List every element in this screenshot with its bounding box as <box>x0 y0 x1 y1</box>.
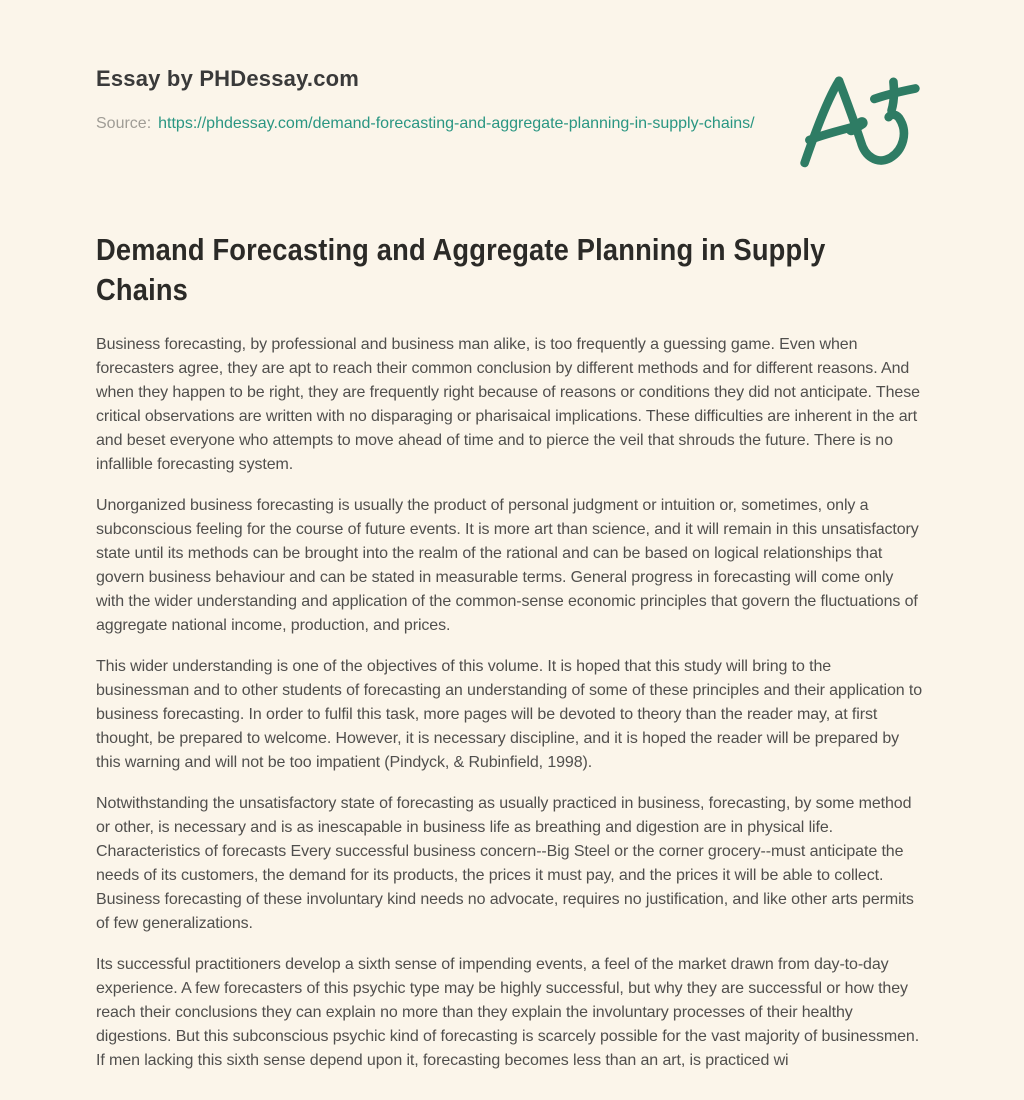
logo-plus-horizontal <box>874 88 915 99</box>
essay-body <box>96 333 924 1073</box>
essay-paragraph: Its successful practitioners develop a sixth sense of impending events, a feel of the market drawn from day-to-day experience. A few forecasters of this psychic type may be highly successful, but why they are successful or how they reach their conclusions they can explain no more than they explain the involuntary processes of their healthy digestions. But this subconscious psychic kind of forecasting is scarcely possible for the vast majority of businessmen. If men lacking this sixth sense depend upon it, forecasting becomes less than an art, is practiced wi <box>96 956 920 1069</box>
essay-paragraph: Business forecasting, by professional and business man alike, is too frequently a guessing game. Even when forecasters agree, they are apt to reach their common conclusion by different methods and for different reasons. And when they happen to be right, they are frequently right because of reasons or conditions they did not anticipate. These critical observations are written with no disparaging or pharisaical implications. These difficulties are inherent in the art and beset everyone who attempts to move ahead of time and to pierce the veil that shrouds the future. There is no infallible forecasting system. <box>96 336 920 473</box>
source-link[interactable]: https://phdessay.com/demand-forecasting-and-aggregate-planning-in-supply-chains/ <box>158 115 755 132</box>
byline: Essay by PHDessay.com <box>96 66 360 91</box>
logo-a-left-leg <box>805 81 839 163</box>
essay-paragraph: Unorganized business forecasting is usually the product of personal judgment or intuition or, sometimes, only a subconscious feeling for the course of future events. It is more art than science, and it will remain in this unsatisfactory state until its methods can be brought into the realm of the rational and can be based on logical relationships that govern business behaviour and can be stated in measurable terms. General progress in forecasting will come only with the wider understanding and application of the common-sense economic principles that govern the fluctuations of aggregate national income, production, and prices. <box>96 497 919 634</box>
page-header <box>96 66 924 168</box>
header-left <box>96 66 755 138</box>
essay-paragraph: Notwithstanding the unsatisfactory state of forecasting as usually practiced in business, forecasting, by some method or other, is necessary and is as inescapable in business life as breathing and digestion are in physical life. Characteristics of forecasts Every successful business concern--Big Steel or the corner grocery--must anticipate the needs of its customers, the demand for its products, the prices it must pay, and the prices it will be able to collect. Business forecasting of these involuntary kind needs no advocate, requires no justification, and like other arts permits of few generalizations. <box>96 795 914 932</box>
source-label: Source: <box>96 115 152 132</box>
essay-paragraph: This wider understanding is one of the objectives of this volume. It is hoped that this study will bring to the businessman and to other students of forecasting an understanding of some of these principles and their application to business forecasting. In order to fulfil this task, more pages will be devoted to theory than the reader may, at first thought, be prepared to welcome. However, it is necessary discipline, and it is hoped the reader will be prepared by this warning and will not be too impatient (Pindyck, & Rubinfield, 1998). <box>96 658 923 771</box>
essay-title: Demand Forecasting and Aggregate Planning in Supply Chains <box>96 232 826 307</box>
logo-a-crossbar-flick <box>851 123 862 130</box>
a-plus-logo-icon <box>796 72 924 168</box>
source-line <box>96 110 755 138</box>
